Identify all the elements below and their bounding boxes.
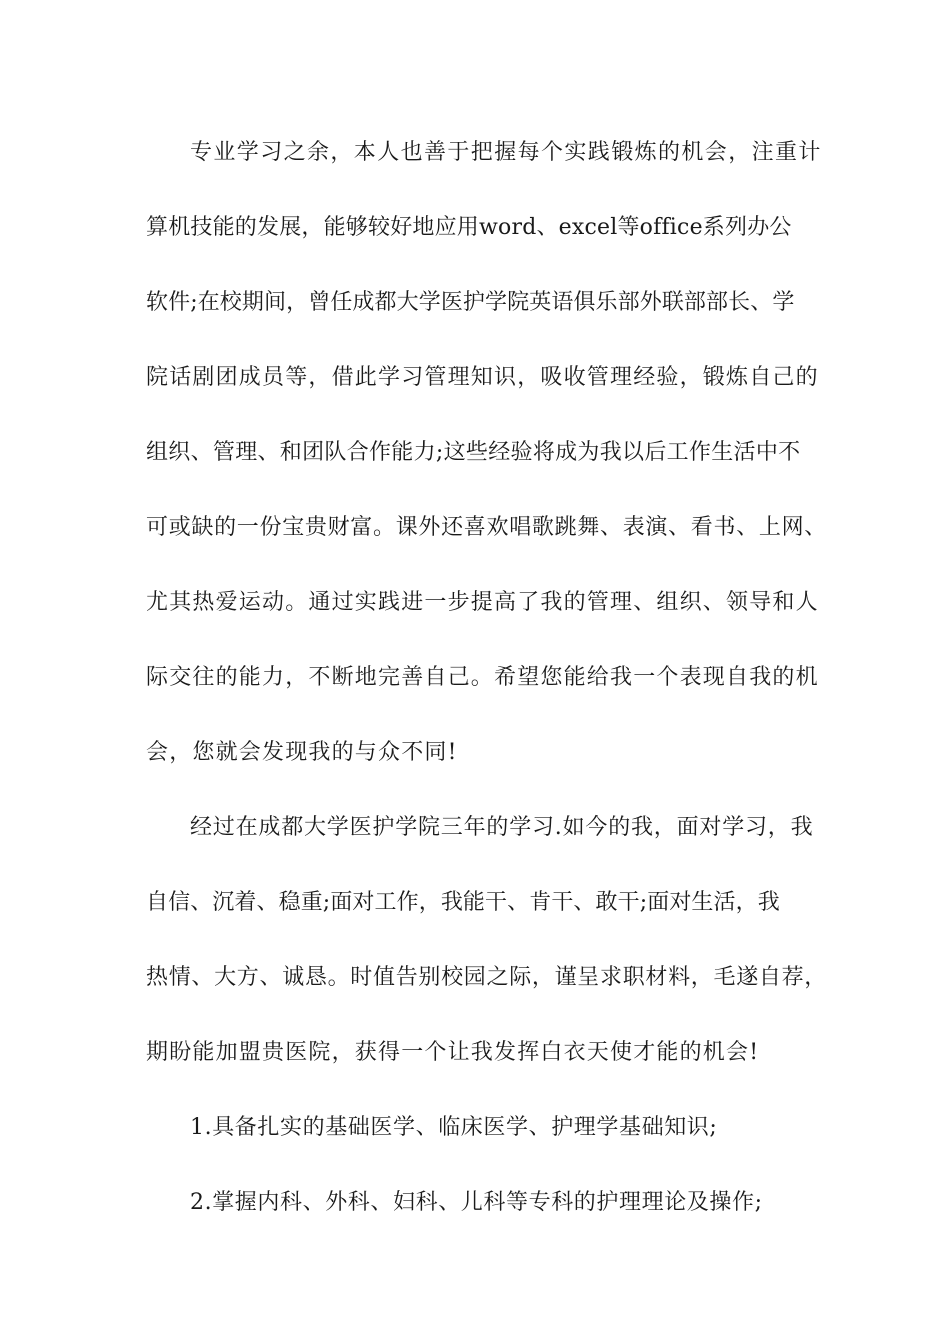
list-item-2: 2.掌握内科、外科、妇科、儿科等专科的护理理论及操作; bbox=[190, 1190, 763, 1215]
paragraph-2-line-3: 热情、大方、诚恳。时值告别校园之际，谨呈求职材料，毛遂自荐， bbox=[146, 965, 828, 990]
paragraph-1-line-4: 院话剧团成员等，借此学习管理知识，吸收管理经验，锻炼自己的 bbox=[146, 365, 819, 390]
list-item-1: 1.具备扎实的基础医学、临床医学、护理学基础知识; bbox=[190, 1115, 718, 1140]
paragraph-1-line-1: 专业学习之余，本人也善于把握每个实践锻炼的机会，注重计 bbox=[190, 140, 822, 165]
paragraph-2-line-2: 自信、沉着、稳重;面对工作，我能干、肯干、敢干;面对生活，我 bbox=[146, 890, 780, 915]
paragraph-1-line-2: 算机技能的发展，能够较好地应用word、excel等office系列办公 bbox=[146, 215, 792, 240]
paragraph-1-line-5: 组织、管理、和团队合作能力;这些经验将成为我以后工作生活中不 bbox=[146, 440, 801, 465]
paragraph-2-line-1: 经过在成都大学医护学院三年的学习.如今的我，面对学习，我 bbox=[190, 815, 814, 840]
paragraph-1-line-6: 可或缺的一份宝贵财富。课外还喜欢唱歌跳舞、表演、看书、上网、 bbox=[146, 515, 828, 540]
paragraph-2-line-4: 期盼能加盟贵医院，获得一个让我发挥白衣天使才能的机会! bbox=[146, 1040, 760, 1065]
paragraph-1-line-7: 尤其热爱运动。通过实践进一步提高了我的管理、组织、领导和人 bbox=[146, 590, 819, 615]
paragraph-1-line-9: 会，您就会发现我的与众不同! bbox=[146, 740, 458, 765]
paragraph-1-line-8: 际交往的能力，不断地完善自己。希望您能给我一个表现自我的机 bbox=[146, 665, 819, 690]
paragraph-1-line-3: 软件;在校期间，曾任成都大学医护学院英语俱乐部外联部部长、学 bbox=[146, 290, 795, 315]
